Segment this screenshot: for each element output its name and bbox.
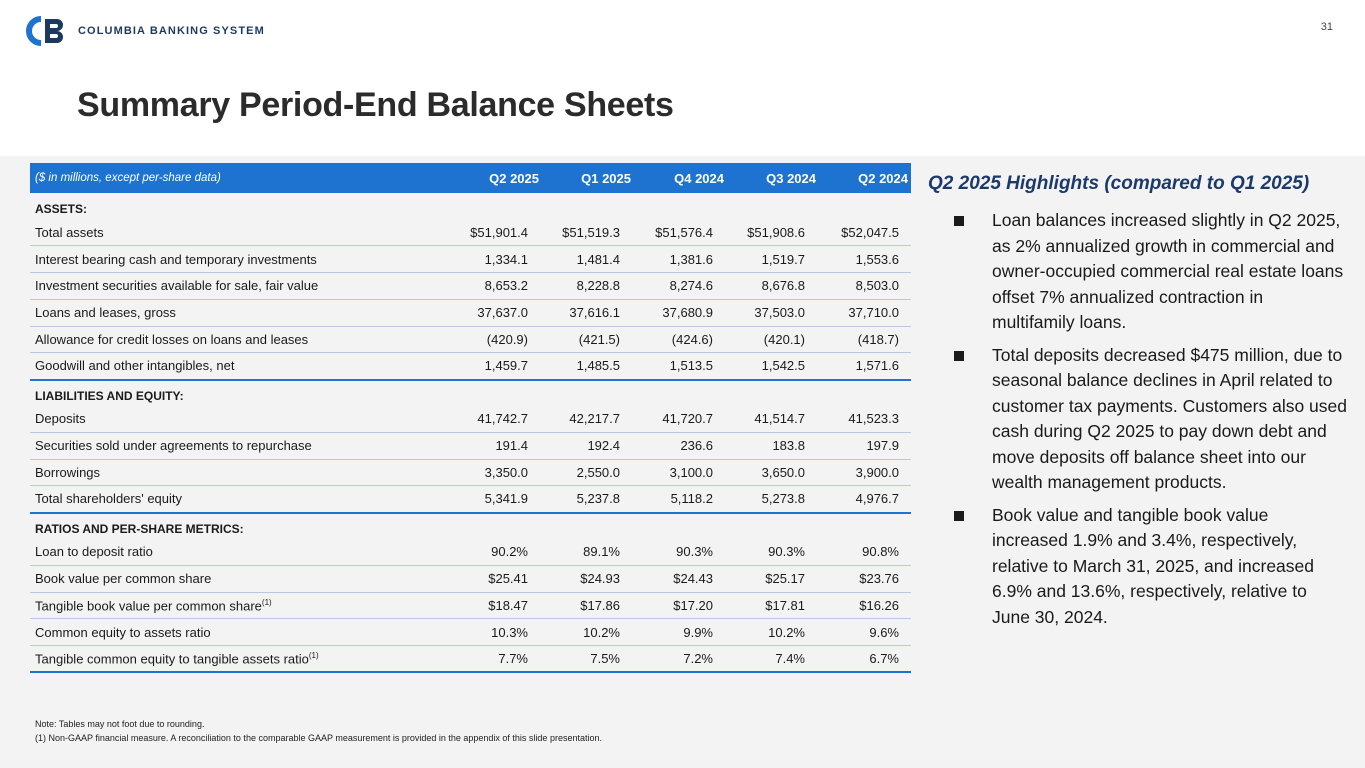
row-label-cell <box>30 219 450 246</box>
value-cell: 5,118.2 <box>634 486 727 513</box>
company-logo <box>26 16 265 46</box>
row-label: Total assets <box>35 224 104 240</box>
value-cell: 3,900.0 <box>819 459 911 486</box>
row-label-cell <box>30 299 450 326</box>
row-label: Loan to deposit ratio <box>35 544 153 560</box>
value-cell: (418.7) <box>819 326 911 353</box>
table-row <box>30 299 911 326</box>
value-cell: 1,542.5 <box>727 353 819 380</box>
value-cell: 90.2% <box>450 539 542 566</box>
table-units-label: ($ in millions, except per-share data) <box>30 163 450 193</box>
row-label: Investment securities available for sale, fair value <box>35 278 319 294</box>
value-cell: 41,514.7 <box>727 406 819 433</box>
value-cell: 8,503.0 <box>819 273 911 300</box>
value-cell: 1,485.5 <box>542 353 634 380</box>
table-row <box>30 592 911 619</box>
value-cell: 9.9% <box>634 619 727 646</box>
section-header-row <box>30 380 911 406</box>
value-cell: $51,908.6 <box>727 219 819 246</box>
value-cell: 5,341.9 <box>450 486 542 513</box>
row-label-cell <box>30 432 450 459</box>
header-area <box>0 0 1365 156</box>
row-label: Tangible common equity to tangible assets ratio <box>35 651 309 667</box>
balance-sheet-table <box>30 163 911 673</box>
value-cell: $24.93 <box>542 565 634 592</box>
value-cell: 6.7% <box>819 646 911 673</box>
table-row <box>30 432 911 459</box>
value-cell: 10.2% <box>727 619 819 646</box>
value-cell: 41,742.7 <box>450 406 542 433</box>
section-title: RATIOS AND PER-SHARE METRICS: <box>35 521 244 536</box>
value-cell: $17.20 <box>634 592 727 619</box>
value-cell: 41,523.3 <box>819 406 911 433</box>
value-cell: 1,513.5 <box>634 353 727 380</box>
row-label: Common equity to assets ratio <box>35 624 211 640</box>
value-cell: $51,901.4 <box>450 219 542 246</box>
value-cell: 10.3% <box>450 619 542 646</box>
row-label: Deposits <box>35 411 86 427</box>
value-cell: 3,350.0 <box>450 459 542 486</box>
footnote-marker: (1) <box>261 597 272 607</box>
value-cell: $23.76 <box>819 565 911 592</box>
value-cell: 8,228.8 <box>542 273 634 300</box>
section-title: ASSETS: <box>35 202 88 216</box>
value-cell: 7.4% <box>727 646 819 673</box>
square-bullet-icon <box>954 216 964 226</box>
value-cell: (420.9) <box>450 326 542 353</box>
highlight-text: Book value and tangible book value increased 1.9% and 3.4%, respectively, relative to March 31, 2025, and increased 6.9% and 13.6%, respectively, relative to June 30, 2024. <box>992 504 1314 627</box>
value-cell: 5,273.8 <box>727 486 819 513</box>
table-row <box>30 246 911 273</box>
value-cell: $16.26 <box>819 592 911 619</box>
company-name: COLUMBIA BANKING SYSTEM <box>78 25 265 37</box>
highlight-text: Loan balances increased slightly in Q2 2025, as 2% annualized growth in commercial and owner-occupied commercial real estate loans offset 7% annualized contraction in multifamily loans. <box>992 210 1344 332</box>
value-cell: 7.5% <box>542 646 634 673</box>
square-bullet-icon <box>954 351 964 361</box>
row-label-cell <box>30 406 450 433</box>
value-cell: 37,637.0 <box>450 299 542 326</box>
value-cell: $18.47 <box>450 592 542 619</box>
value-cell: 236.6 <box>634 432 727 459</box>
column-header: Q2 2024 <box>819 163 911 193</box>
value-cell: 1,571.6 <box>819 353 911 380</box>
value-cell: 192.4 <box>542 432 634 459</box>
value-cell: 191.4 <box>450 432 542 459</box>
row-label: Total shareholders' equity <box>35 491 183 507</box>
table-row <box>30 219 911 246</box>
row-label-cell <box>30 353 450 380</box>
column-header: Q4 2024 <box>634 163 727 193</box>
value-cell: $25.41 <box>450 565 542 592</box>
table-row <box>30 326 911 353</box>
table-row <box>30 273 911 300</box>
row-label-cell <box>30 246 450 273</box>
value-cell: 37,710.0 <box>819 299 911 326</box>
row-label-cell <box>30 592 450 619</box>
value-cell: $25.17 <box>727 565 819 592</box>
row-label: Allowance for credit losses on loans and leases <box>35 331 309 347</box>
value-cell: 8,676.8 <box>727 273 819 300</box>
value-cell: 1,459.7 <box>450 353 542 380</box>
row-label: Tangible book value per common share <box>35 598 262 614</box>
value-cell: 90.8% <box>819 539 911 566</box>
highlight-item <box>952 343 1347 496</box>
section-header-row <box>30 193 911 219</box>
section-header-row <box>30 513 911 539</box>
value-cell: 37,503.0 <box>727 299 819 326</box>
row-label-cell <box>30 459 450 486</box>
row-label: Goodwill and other intangibles, net <box>35 358 235 374</box>
footnote-non-gaap: (1) Non-GAAP financial measure. A reconciliation to the comparable GAAP measurement is provided in the appendix of this slide presentation. <box>35 733 602 743</box>
square-bullet-icon <box>954 511 964 521</box>
value-cell: 1,481.4 <box>542 246 634 273</box>
value-cell: 10.2% <box>542 619 634 646</box>
table-row <box>30 539 911 566</box>
value-cell: 7.7% <box>450 646 542 673</box>
table-row <box>30 486 911 513</box>
value-cell: $17.86 <box>542 592 634 619</box>
value-cell: 197.9 <box>819 432 911 459</box>
row-label-cell <box>30 646 450 673</box>
row-label-cell <box>30 326 450 353</box>
column-header: Q3 2024 <box>727 163 819 193</box>
value-cell: 37,616.1 <box>542 299 634 326</box>
value-cell: 3,100.0 <box>634 459 727 486</box>
table-header-row <box>30 163 911 193</box>
value-cell: $51,576.4 <box>634 219 727 246</box>
value-cell: 1,519.7 <box>727 246 819 273</box>
highlights-title: Q2 2025 Highlights (compared to Q1 2025) <box>928 173 1310 194</box>
highlight-text: Total deposits decreased $475 million, due to seasonal balance declines in April related to customer tax payments. Customers also used cash during Q2 2025 to pay down debt and move deposits off balance sheet into our wealth management products. <box>992 344 1348 492</box>
value-cell: 183.8 <box>727 432 819 459</box>
table-row <box>30 459 911 486</box>
value-cell: 90.3% <box>727 539 819 566</box>
footnote-rounding: Note: Tables may not foot due to rounding. <box>35 719 205 729</box>
value-cell: 89.1% <box>542 539 634 566</box>
table-row <box>30 353 911 380</box>
value-cell: 8,653.2 <box>450 273 542 300</box>
value-cell: 1,553.6 <box>819 246 911 273</box>
value-cell: 4,976.7 <box>819 486 911 513</box>
value-cell: 3,650.0 <box>727 459 819 486</box>
page-title: Summary Period-End Balance Sheets <box>77 86 674 124</box>
value-cell: (421.5) <box>542 326 634 353</box>
row-label: Securities sold under agreements to repurchase <box>35 438 312 454</box>
row-label-cell <box>30 486 450 513</box>
value-cell: 37,680.9 <box>634 299 727 326</box>
value-cell: 5,237.8 <box>542 486 634 513</box>
value-cell: (420.1) <box>727 326 819 353</box>
page-number: 31 <box>1320 21 1333 33</box>
highlights-list <box>952 208 1347 637</box>
value-cell: 8,274.6 <box>634 273 727 300</box>
row-label: Loans and leases, gross <box>35 305 176 321</box>
value-cell: 9.6% <box>819 619 911 646</box>
section-title: LIABILITIES AND EQUITY: <box>35 388 184 403</box>
value-cell: 7.2% <box>634 646 727 673</box>
footnote-marker: (1) <box>308 650 319 660</box>
row-label-cell <box>30 619 450 646</box>
table-row <box>30 619 911 646</box>
value-cell: 1,334.1 <box>450 246 542 273</box>
value-cell: 90.3% <box>634 539 727 566</box>
highlight-item <box>952 503 1347 631</box>
table-row <box>30 646 911 673</box>
row-label: Borrowings <box>35 464 101 480</box>
value-cell: 42,217.7 <box>542 406 634 433</box>
value-cell: $51,519.3 <box>542 219 634 246</box>
value-cell: $52,047.5 <box>819 219 911 246</box>
column-header: Q1 2025 <box>542 163 634 193</box>
table-row <box>30 406 911 433</box>
row-label-cell <box>30 565 450 592</box>
value-cell: $17.81 <box>727 592 819 619</box>
highlight-item <box>952 208 1347 336</box>
value-cell: 1,381.6 <box>634 246 727 273</box>
table-row <box>30 565 911 592</box>
row-label: Interest bearing cash and temporary investments <box>35 251 317 267</box>
column-header: Q2 2025 <box>450 163 542 193</box>
value-cell: 41,720.7 <box>634 406 727 433</box>
row-label-cell <box>30 273 450 300</box>
value-cell: 2,550.0 <box>542 459 634 486</box>
row-label-cell <box>30 539 450 566</box>
value-cell: (424.6) <box>634 326 727 353</box>
cb-logo-icon <box>26 16 68 46</box>
value-cell: $24.43 <box>634 565 727 592</box>
row-label: Book value per common share <box>35 571 212 587</box>
